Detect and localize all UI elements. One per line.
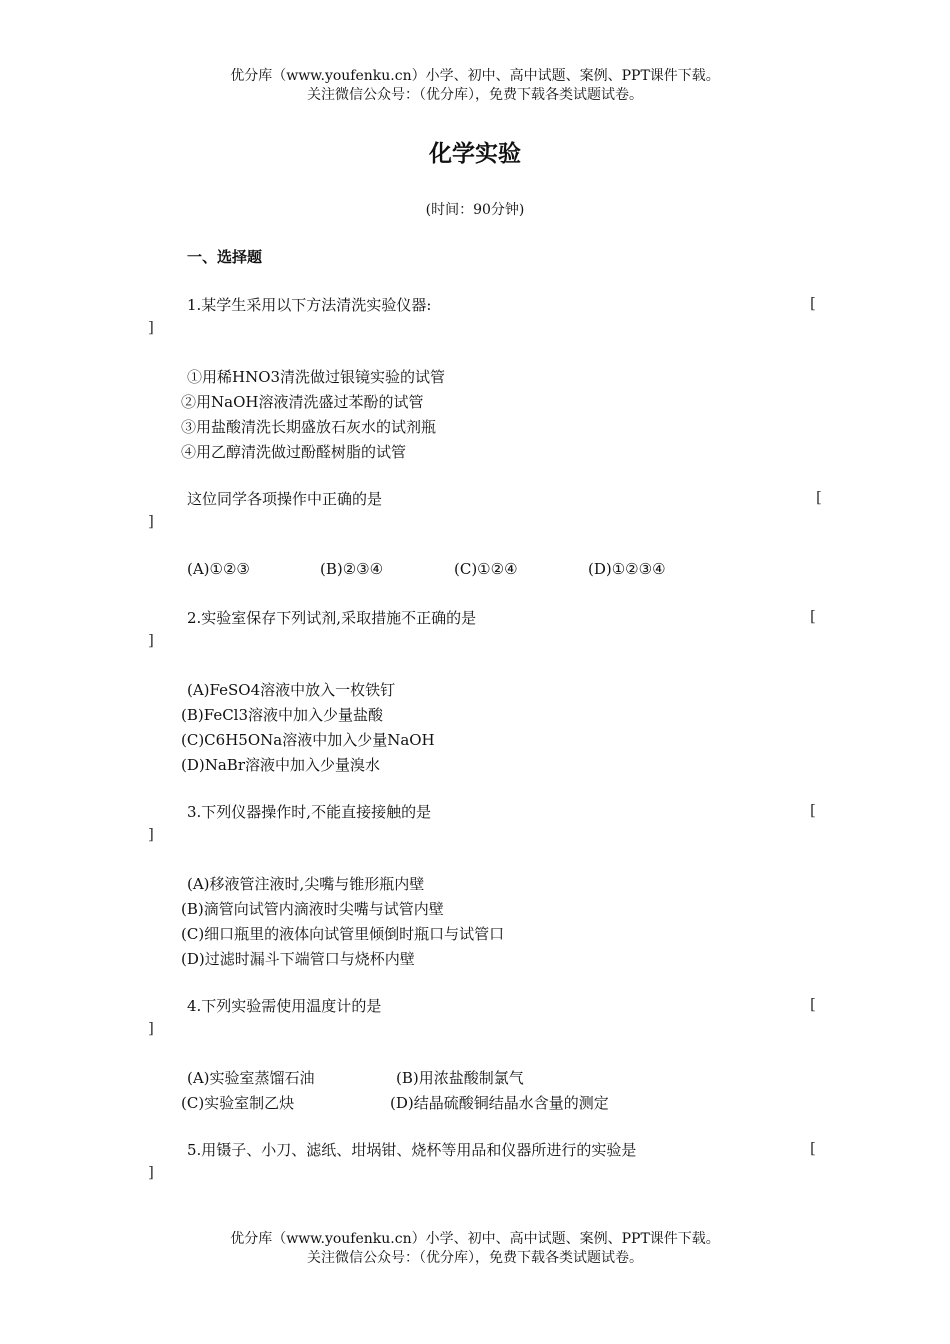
option-c: (C)①②④	[454, 560, 518, 578]
option-d: (D)NaBr溶液中加入少量溴水	[181, 756, 380, 774]
question-stem: 1.某学生采用以下方法清洗实验仪器:	[187, 296, 432, 314]
option-a: (A)移液管注液时,尖嘴与锥形瓶内壁	[187, 875, 425, 893]
answer-bracket-close: ]	[148, 318, 154, 336]
option-a: (A)FeSO4溶液中放入一枚铁钉	[187, 681, 396, 699]
answer-bracket-open: [	[810, 1139, 816, 1157]
question-sub-stem: 这位同学各项操作中正确的是	[187, 490, 383, 508]
question-stem: 2.实验室保存下列试剂,采取措施不正确的是	[187, 609, 477, 627]
question-stem: 3.下列仪器操作时,不能直接接触的是	[187, 803, 432, 821]
question-stem: 4.下列实验需使用温度计的是	[187, 997, 382, 1015]
answer-bracket-open: [	[810, 801, 816, 819]
answer-bracket-open: [	[816, 488, 822, 506]
answer-bracket-open: [	[810, 995, 816, 1013]
footer-line-1: 优分库（www.youfenku.cn）小学、初中、高中试题、案例、PPT课件下载。	[230, 1231, 720, 1247]
answer-bracket-close: ]	[148, 631, 154, 649]
option-b: (B)用浓盐酸制氯气	[396, 1069, 524, 1087]
option-d: (D)①②③④	[588, 560, 666, 578]
answer-bracket-close: ]	[148, 825, 154, 843]
option-b: (B)滴管向试管内滴液时尖嘴与试管内壁	[181, 900, 444, 918]
list-item: ②用NaOH溶液清洗盛过苯酚的试管	[181, 393, 424, 411]
option-b: (B)②③④	[320, 560, 384, 578]
answer-bracket-open: [	[810, 294, 816, 312]
option-d: (D)结晶硫酸铜结晶水含量的测定	[390, 1094, 609, 1112]
section-title: 一、选择题	[187, 248, 263, 266]
header-line-1: 优分库（www.youfenku.cn）小学、初中、高中试题、案例、PPT课件下载。	[230, 68, 720, 84]
page-title: 化学实验	[429, 141, 521, 167]
answer-bracket-close: ]	[148, 512, 154, 530]
list-item: ①用稀HNO3清洗做过银镜实验的试管	[187, 368, 446, 386]
option-c: (C)细口瓶里的液体向试管里倾倒时瓶口与试管口	[181, 925, 505, 943]
list-item: ④用乙醇清洗做过酚醛树脂的试管	[181, 443, 407, 461]
answer-bracket-close: ]	[148, 1019, 154, 1037]
option-c: (C)实验室制乙炔	[181, 1094, 295, 1112]
header-line-2: 关注微信公众号：（优分库），免费下载各类试题试卷。	[307, 87, 643, 103]
time-note: (时间：90分钟)	[425, 202, 525, 218]
option-a: (A)①②③	[187, 560, 250, 578]
list-item: ③用盐酸清洗长期盛放石灰水的试剂瓶	[181, 418, 437, 436]
option-c: (C)C6H5ONa溶液中加入少量NaOH	[181, 731, 435, 749]
answer-bracket-close: ]	[148, 1163, 154, 1181]
question-stem: 5.用镊子、小刀、滤纸、坩埚钳、烧杯等用品和仪器所进行的实验是	[187, 1141, 637, 1159]
option-d: (D)过滤时漏斗下端管口与烧杯内壁	[181, 950, 415, 968]
option-a: (A)实验室蒸馏石油	[187, 1069, 315, 1087]
option-b: (B)FeCl3溶液中加入少量盐酸	[181, 706, 384, 724]
footer-line-2: 关注微信公众号：（优分库），免费下载各类试题试卷。	[307, 1250, 643, 1266]
answer-bracket-open: [	[810, 607, 816, 625]
